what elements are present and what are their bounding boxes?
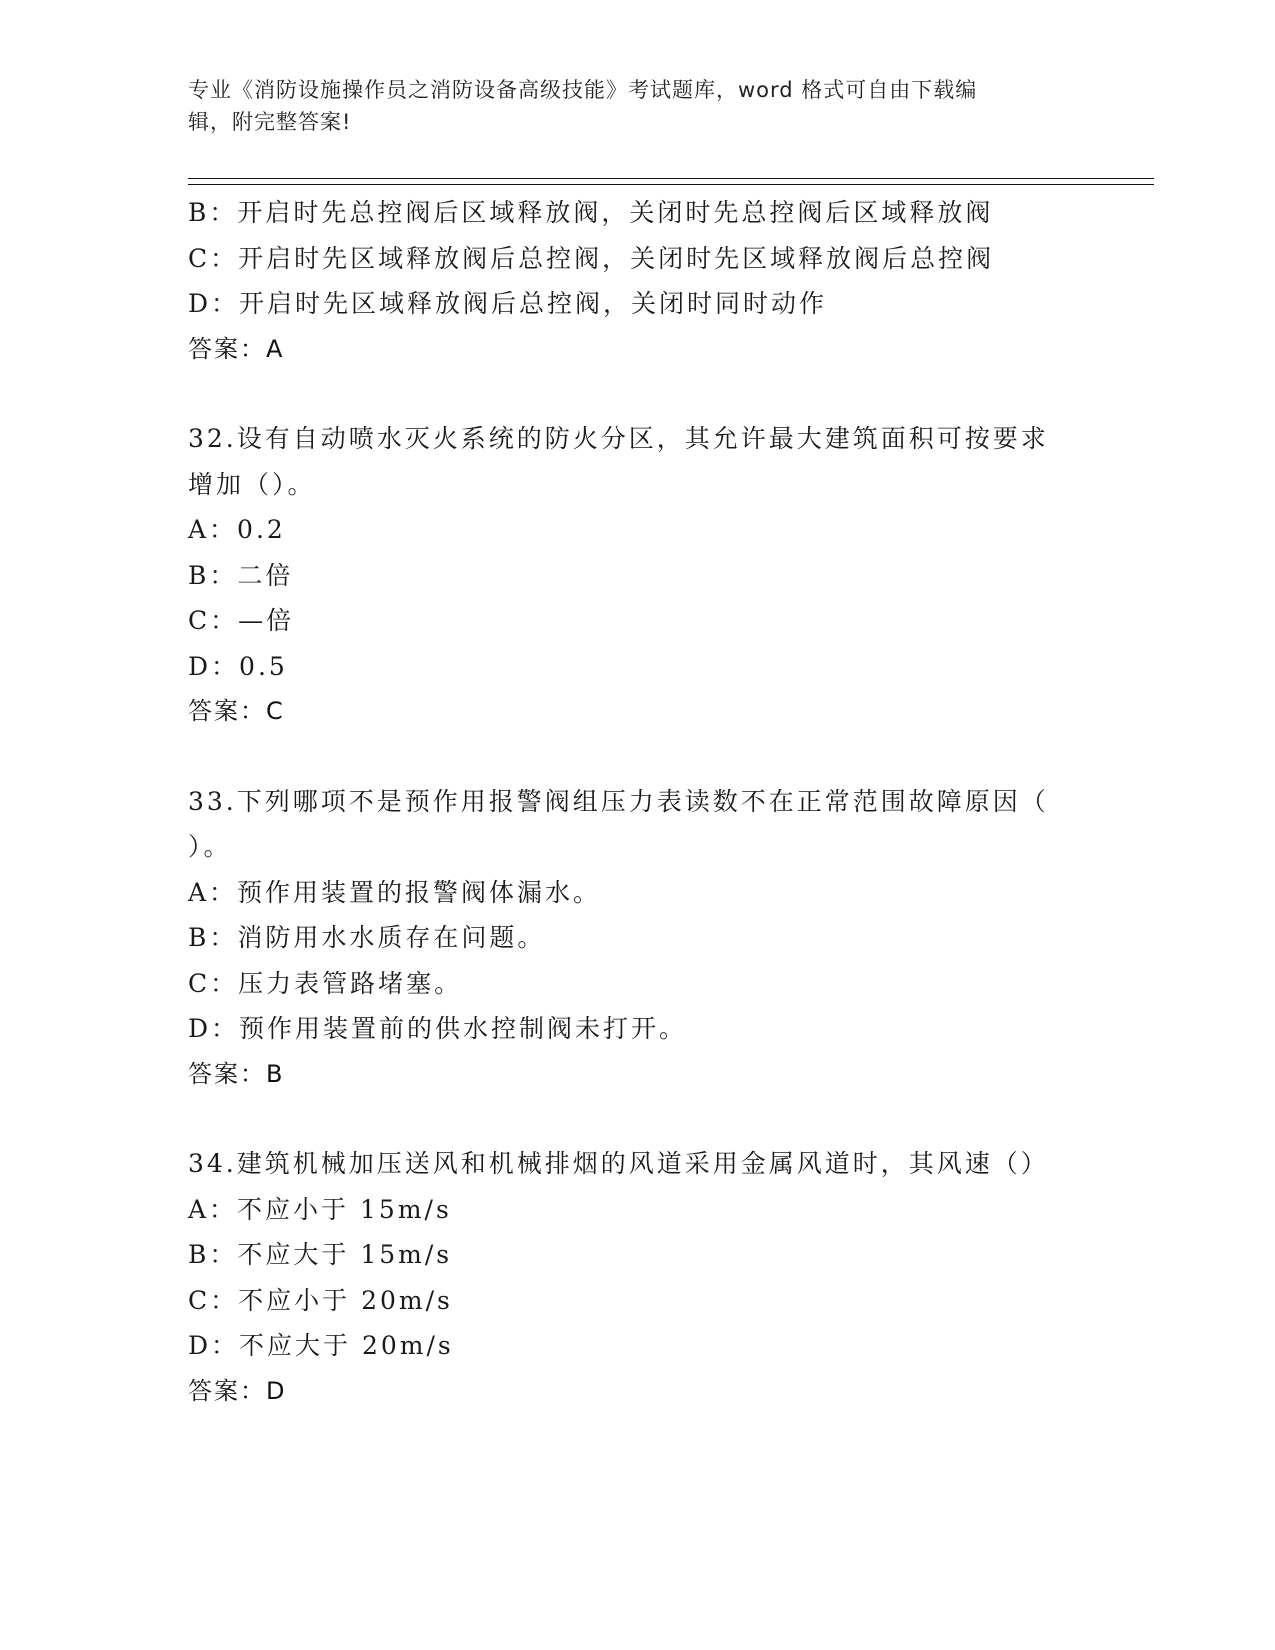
option-b: B：二倍	[188, 560, 294, 590]
spacer	[188, 735, 1068, 779]
question-stem-line-1: 34.建筑机械加压送风和机械排烟的风道采用金属风道时，其风速（）	[188, 1149, 1049, 1178]
option-d: D：不应大于 20m/s	[188, 1331, 454, 1360]
header-line-2: 辑，附完整答案!	[188, 110, 352, 134]
question-stem	[188, 416, 1068, 507]
option-d: D：预作用装置前的供水控制阀未打开。	[188, 1014, 688, 1043]
question-stem-line-1: 33.下列哪项不是预作用报警阀组压力表读数不在正常范围故障原因（	[188, 786, 1049, 816]
document-header	[188, 74, 1068, 138]
header-divider-top	[188, 178, 1154, 179]
option-a: A：0.2	[188, 515, 286, 544]
answer-line: 答案：A	[188, 334, 285, 363]
option-c: C：—倍	[188, 606, 295, 635]
option-c: C：开启时先区域释放阀后总控阀，关闭时先区域释放阀后总控阀	[188, 243, 995, 273]
spacer	[188, 372, 1068, 416]
question-stem-line-2: 增加（）。	[188, 469, 316, 499]
answer-line: 答案：C	[188, 697, 285, 725]
header-divider-bottom	[188, 184, 1154, 185]
question-33	[188, 779, 1068, 1098]
spacer	[188, 1097, 1068, 1141]
header-line-1: 专业《消防设施操作员之消防设备高级技能》考试题库，word 格式可自由下载编	[188, 78, 978, 102]
option-c: C：不应小于 20m/s	[188, 1285, 453, 1315]
option-b: B：不应大于 15m/s	[188, 1240, 453, 1269]
option-c: C：压力表管路堵塞。	[188, 968, 463, 998]
answer-line: 答案：D	[188, 1376, 287, 1405]
option-d: D：开启时先区域释放阀后总控阀，关闭时同时动作	[188, 289, 828, 318]
answer-line: 答案：B	[188, 1059, 285, 1088]
question-stem	[188, 779, 1068, 870]
question-stem-line-2: ）。	[188, 832, 232, 861]
question-31	[188, 190, 1068, 372]
option-a: A：预作用装置的报警阀体漏水。	[188, 877, 602, 907]
option-b: B：开启时先总控阀后区域释放阀，关闭时先总控阀后区域释放阀	[188, 198, 994, 227]
option-b: B：消防用水水质存在问题。	[188, 923, 546, 952]
question-34	[188, 1141, 1068, 1414]
option-a: A：不应小于 15m/s	[188, 1194, 452, 1224]
question-list	[188, 190, 1068, 1414]
question-stem	[188, 1141, 1068, 1187]
question-32	[188, 416, 1068, 735]
question-stem-line-1: 32.设有自动喷水灭火系统的防火分区，其允许最大建筑面积可按要求	[188, 424, 1049, 453]
option-d: D：0.5	[188, 651, 288, 681]
